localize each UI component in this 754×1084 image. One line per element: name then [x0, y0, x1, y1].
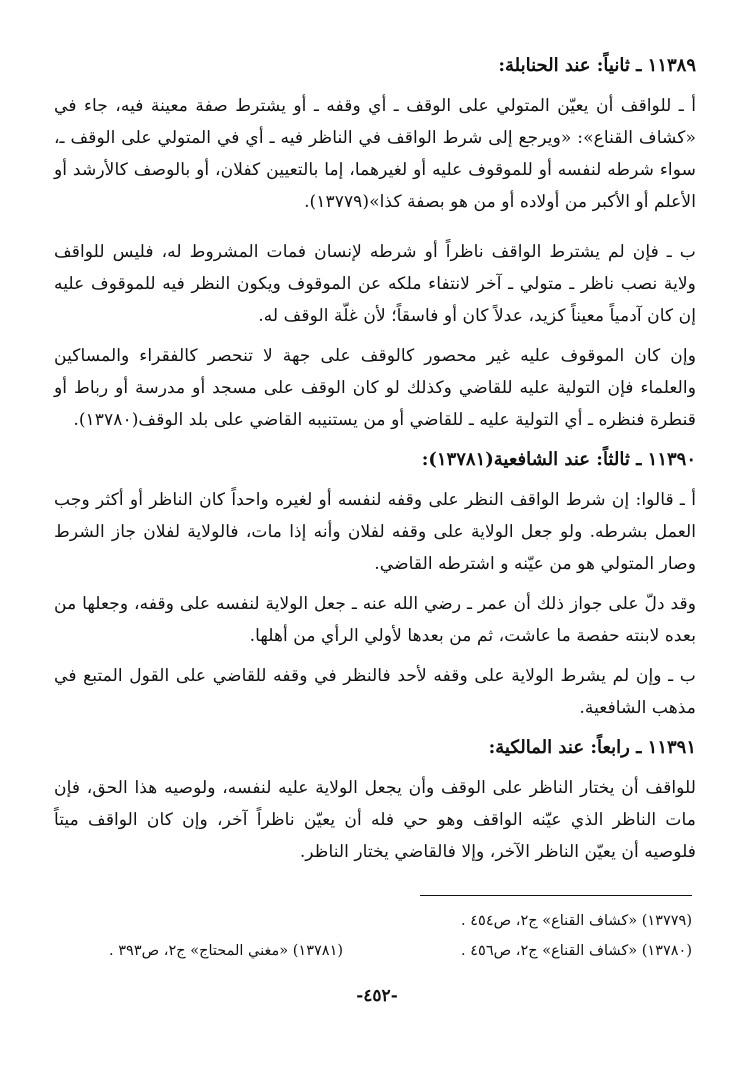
paragraph: أ ـ قالوا: إن شرط الواقف النظر على وقفه لنفسه أو لغيره واحداً كان الناظر أو أكثر وجب العمل بشرطه. ولو جعل الولاية على وقفه لفلان وأنه إذا مات، فالولاية لفلان جاز الشرط وصار المتولي هو من عيّنه و اشترطه القاضي. — [54, 490, 696, 574]
footnote-divider — [420, 895, 692, 896]
footnote-13779: (١٣٧٧٩) «كشاف القناع» ج٢، ص٤٥٤ . — [461, 913, 692, 929]
section-heading-hanabila: ١١٣٨٩ ـ ثانياً: عند الحنابلة: — [498, 55, 696, 76]
paragraph: ب ـ فإن لم يشترط الواقف ناظراً أو شرطه لإنسان فمات المشروط له، فليس للواقف ولاية نصب ناظر ـ متولي ـ آخر لانتفاء ملكه عن الموقوف ويكون النظر فيه للموقوف عليه إن كان آدمياً معيناً كزيد، عدلاً كان أو فاسقاً؛ لأن غلّة الوقف له. — [54, 242, 696, 326]
footnote-row — [62, 936, 692, 966]
footnote-13780: (١٣٧٨٠) «كشاف القناع» ج٢، ص٤٥٦ . — [461, 943, 692, 959]
paragraph: للواقف أن يختار الناظر على الوقف وأن يجعل الولاية عليه لنفسه، ولوصيه هذا الحق، فإن مات الناظر الذي عيّنه الواقف وهو حي فله أن يعيّن ناظراً آخر، وإن كان الواقف ميتاً فلوصيه أن يعيّن الناظر الآخر، وإلا فالقاضي يختار الناظر. — [54, 778, 696, 862]
footnotes — [62, 906, 692, 966]
main-text — [54, 50, 696, 876]
paragraph: ب ـ وإن لم يشرط الولاية على وقفه لأحد فالنظر في وقفه للقاضي على القول المتبع في مذهب الشافعية. — [54, 666, 696, 718]
footnote-13781: (١٣٧٨١) «مغني المحتاج» ج٢، ص٣٩٣ . — [109, 943, 344, 959]
footnote-row — [62, 906, 692, 936]
section-heading-malikia: ١١٣٩١ ـ رابعاً: عند المالكية: — [488, 737, 696, 758]
paragraph: أ ـ للواقف أن يعيّن المتولي على الوقف ـ أي وقفه ـ أو يشترط صفة معينة فيه، جاء في «كشاف القناع»: «ويرجع إلى شرط الواقف في الناظر فيه ـ أي في المتولي على الوقف ـ، سواء شرطه لنفسه أو للموقوف عليه أو لغيرهما، إما بالتعيين كفلان، أو بالوصف كالأرشد أو الأعلم أو الأكبر من أولاده أو من هو بصفة كذا»(١٣٧٧٩). — [54, 96, 696, 212]
paragraph: وإن كان الموقوف عليه غير محصور كالوقف على جهة لا تنحصر كالفقراء والمساكين والعلماء فإن التولية عليه للقاضي وكذلك لو كان الوقف على مسجد أو مدرسة أو رباط أو قنطرة فنظره ـ أي التولية عليه ـ للقاضي أو من يستنيبه القاضي على بلد الوقف(١٣٧٨٠). — [54, 346, 696, 430]
section-heading-shafiia: ١١٣٩٠ ـ ثالثاً: عند الشافعية(١٣٧٨١): — [421, 449, 696, 470]
paragraph: وقد دلّ على جواز ذلك أن عمر ـ رضي الله عنه ـ جعل الولاية لنفسه على وقفه، وجعلها من بعده لابنته حفصة ما عاشت، ثم من بعدها لأولي الرأي من أهلها. — [54, 594, 696, 646]
page-number: -٤٥٢- — [356, 986, 398, 1006]
